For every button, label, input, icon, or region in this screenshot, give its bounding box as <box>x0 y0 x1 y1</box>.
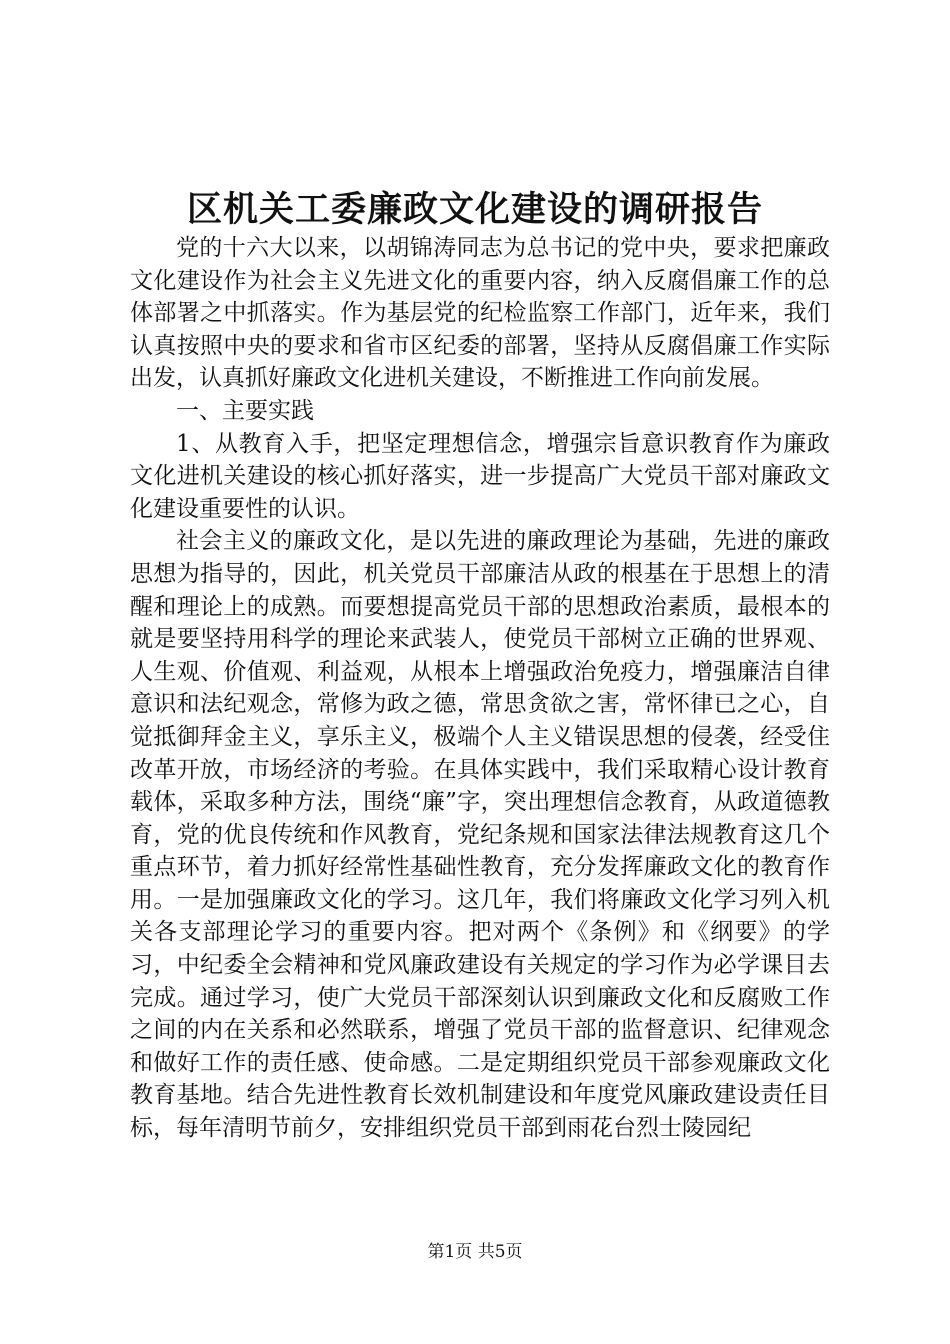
paragraph-point-1: 1、从教育入手，把坚定理想信念，增强宗旨意识教育作为廉政文化进机关建设的核心抓好落实，进一步提高广大党员干部对廉政文化建设重要性的认识。 <box>130 430 830 522</box>
document-title: 区机关工委廉政文化建设的调研报告 <box>186 189 763 230</box>
page-number: 第1页 共5页 <box>427 1242 523 1262</box>
document-body <box>130 232 830 1145</box>
section-heading: 一、主要实践 <box>176 397 314 424</box>
paragraph-body: 社会主义的廉政文化，是以先进的廉政理论为基础，先进的廉政思想为指导的，因此，机关党员干部廉洁从政的根基在于思想上的清醒和理论上的成熟。而要想提高党员干部的思想政治素质，最根本的就是要坚持用科学的理论来武装人，使党员干部树立正确的世界观、人生观、价值观、利益观，从根本上增强政治免疫力，增强廉洁自律意识和法纪观念，常修为政之德，常思贪欲之害，常怀律已之心，自觉抵御拜金主义，享乐主义，极端个人主义错误思想的侵袭，经受住改革开放，市场经济的考验。在具体实践中，我们采取精心设计教育载体，采取多种方法，围绕“廉”字，突出理想信念教育，从政道德教育，党的优良传统和作风教育，党纪条规和国家法律法规教育这几个重点环节，着力抓好经常性基础性教育，充分发挥廉政文化的教育作用。一是加强廉政文化的学习。这几年，我们将廉政文化学习列入机关各支部理论学习的重要内容。把对两个《条例》和《纲要》的学习，中纪委全会精神和党风廉政建设有关规定的学习作为必学课目去完成。通过学习，使广大党员干部深刻认识到廉政文化和反腐败工作之间的内在关系和必然联系，增强了党员干部的监督意识、纪律观念和做好工作的责任感、使命感。二是定期组织党员干部参观廉政文化教育基地。结合先进性教育长效机制建设和年度党风廉政建设责任目标，每年清明节前夕，安排组织党员干部到雨花台烈士陵园纪 <box>130 528 830 1142</box>
paragraph-intro: 党的十六大以来，以胡锦涛同志为总书记的党中央，要求把廉政文化建设作为社会主义先进文化的重要内容，纳入反腐倡廉工作的总体部署之中抓落实。作为基层党的纪检监察工作部门，近年来，我们认真按照中央的要求和省市区纪委的部署，坚持从反腐倡廉工作实际出发，认真抓好廉政文化进机关建设，不断推进工作向前发展。 <box>130 235 830 392</box>
